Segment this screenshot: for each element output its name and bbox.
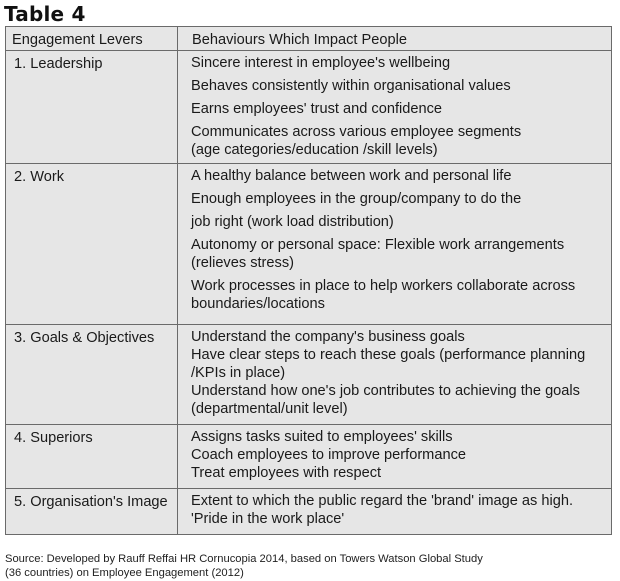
behaviour-item: Understand how one's job contributes to achieving the goals bbox=[191, 383, 580, 399]
source-line: Source: Developed by Rauff Reffai HR Cornucopia 2014, based on Towers Watson Global Study bbox=[5, 553, 483, 565]
behaviour-item: Earns employees' trust and confidence bbox=[191, 101, 443, 117]
engagement-table bbox=[5, 26, 612, 535]
table-row bbox=[6, 425, 612, 489]
lever-label: 2. Work bbox=[14, 169, 65, 185]
table-header-row bbox=[6, 27, 612, 51]
behaviours-cell bbox=[178, 325, 612, 425]
lever-label: 4. Superiors bbox=[14, 430, 93, 446]
behaviour-item: Have clear steps to reach these goals (performance planning bbox=[191, 347, 586, 363]
lever-cell bbox=[6, 164, 178, 325]
behaviour-item: 'Pride in the work place' bbox=[191, 511, 345, 527]
behaviour-item: Assigns tasks suited to employees' skills bbox=[191, 429, 453, 445]
behaviour-item: Understand the company's business goals bbox=[191, 329, 465, 345]
lever-cell bbox=[6, 489, 178, 535]
behaviours-cell bbox=[178, 489, 612, 535]
behaviour-item: Work processes in place to help workers collaborate across bbox=[191, 278, 576, 294]
table-row bbox=[6, 164, 612, 325]
lever-cell bbox=[6, 325, 178, 425]
behaviour-item: Sincere interest in employee's wellbeing bbox=[191, 55, 451, 71]
table-title: Table 4 bbox=[4, 2, 86, 26]
behaviour-item: job right (work load distribution) bbox=[191, 214, 394, 230]
lever-label: 5. Organisation's Image bbox=[14, 494, 168, 510]
behaviour-item: Extent to which the public regard the 'brand' image as high. bbox=[191, 493, 573, 509]
behaviours-cell bbox=[178, 51, 612, 164]
behaviour-item: Coach employees to improve performance bbox=[191, 447, 466, 463]
behaviour-item: Treat employees with respect bbox=[191, 465, 382, 481]
behaviour-item: Autonomy or personal space: Flexible work arrangements bbox=[191, 237, 565, 253]
lever-label: 3. Goals & Objectives bbox=[14, 330, 155, 346]
behaviour-item: /KPIs in place) bbox=[191, 365, 286, 381]
table-row bbox=[6, 51, 612, 164]
behaviour-item: (age categories/education /skill levels) bbox=[191, 142, 438, 158]
header-behaviours: Behaviours Which Impact People bbox=[178, 27, 612, 51]
behaviour-item: (relieves stress) bbox=[191, 255, 294, 271]
behaviour-item: Communicates across various employee segments bbox=[191, 124, 522, 140]
header-engagement-levers: Engagement Levers bbox=[6, 27, 178, 51]
lever-cell bbox=[6, 51, 178, 164]
behaviour-item: (departmental/unit level) bbox=[191, 401, 348, 417]
table-row bbox=[6, 489, 612, 535]
behaviours-cell bbox=[178, 425, 612, 489]
source-line: (36 countries) on Employee Engagement (2012) bbox=[5, 566, 244, 579]
source-note bbox=[5, 553, 483, 580]
behaviour-item: A healthy balance between work and personal life bbox=[191, 168, 512, 184]
behaviour-item: Behaves consistently within organisational values bbox=[191, 78, 511, 94]
behaviour-item: Enough employees in the group/company to do the bbox=[191, 191, 522, 207]
lever-cell bbox=[6, 425, 178, 489]
behaviours-cell bbox=[178, 164, 612, 325]
lever-label: 1. Leadership bbox=[14, 56, 103, 72]
table-row bbox=[6, 325, 612, 425]
behaviour-item: boundaries/locations bbox=[191, 296, 325, 312]
